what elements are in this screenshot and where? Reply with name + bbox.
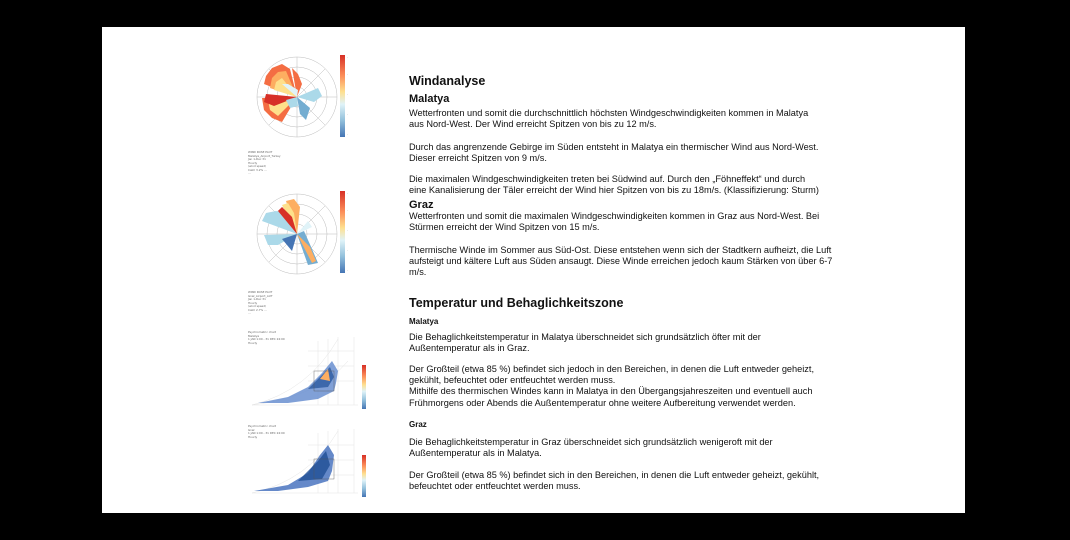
heading-temp-graz: Graz [409,420,427,429]
wind-malatya-paragraph-1: Wetterfronten und somit die durchschnittlich höchsten Windgeschwindigkeiten kommen in Malatya aus Nord-West. Der Wind erreicht Spitzen von bis zu 12 m/s. [409,108,809,130]
heading-wind-graz: Graz [409,199,434,211]
psychro-caption-graz: Psychrometric chart Graz 1 JAN 1:00 - 31 DEC 24:00 Hourly [248,424,285,439]
svg-text:-: - [347,229,348,232]
wind-petals-graz [262,199,318,265]
wind-graz-paragraph-1: Wetterfronten und somit die maximalen Windgeschwindigkeiten kommen in Graz aus Nord-West. Bei Stürmen erreicht der Wind Spitzen von 15 m/s. [409,211,820,233]
psychro-scale-graz [360,455,370,497]
temp-malatya-paragraph-2: Der Großteil (etwa 85 %) befindet sich jedoch in den Bereichen, in denen die Luft entweder geheizt, gekühlt, befeuchtet oder entfeuchtet werden muss. Mithilfe des thermischen Windes kann in Malatya in den Übergangsjahreszeiten und eventuell auch Frühmorgens oder Abends die Außentemperatur ohne weitere Aufbereitung verwendet werden. [409,364,814,408]
svg-text:-: - [347,93,348,96]
wind-rose-graz [252,191,342,277]
svg-text:-: - [347,133,348,136]
wind-rose-malatya [252,54,342,140]
temp-graz-paragraph-1: Die Behaglichkeitstemperatur in Graz überschneidet sich grundsätzlich wenigeroft mit der Außentemperatur als in Malatya. [409,437,773,459]
wind-scale-graz [338,191,354,273]
wind-malatya-paragraph-2: Durch das angrenzende Gebirge im Süden entsteht in Malatya ein thermischer Wind aus Nord-West. Dieser erreicht Spitzen von 9 m/s. [409,142,819,164]
wind-graz-paragraph-2: Thermische Winde im Sommer aus Süd-Ost. Diese entstehen wenn sich der Stadtkern aufheizt, die Luft aufsteigt und kältere Luft aus Süden ansaugt. Diese Winde erreichen jedoch kaum Stärken von über 6-7 m/s. [409,245,833,278]
temp-graz-paragraph-2: Der Großteil (etwa 85 %) befindet sich in den Bereichen, in denen die Luft entweder geheizt, gekühlt, befeuchtet oder entfeuchtet werden muss. [409,470,820,492]
wind-malatya-paragraph-3: Die maximalen Windgeschwindigkeiten treten bei Südwind auf. Durch den „Föhneffekt“ und durch eine Kanalisierung der Täler erreicht der Wind hier Spitzen von bis zu 18m/s. (Klassifizierung: Sturm) [409,174,819,196]
wind-caption-malatya: WIND ROSE PLOT Malatya_Airport_Turkey Jan 1-Dec 31 Hourly (wind speed) Calm 3.2% ... ... [248,150,281,175]
svg-text:-: - [347,192,348,195]
svg-text:-: - [347,113,348,116]
heading-wind-malatya: Malatya [409,93,450,105]
section-title-temperatur: Temperatur und Behaglichkeitszone [409,296,624,310]
section-title-windanalyse: Windanalyse [409,74,486,88]
svg-text:-: - [347,56,348,59]
psychro-chart-graz [248,425,360,497]
svg-text:-: - [347,73,348,76]
wind-scale-malatya [338,55,354,137]
svg-text:-: - [347,209,348,212]
psychro-scale-malatya [360,365,370,409]
psychro-chart-malatya [248,331,360,409]
heading-temp-malatya: Malatya [409,317,439,326]
psychro-caption-malatya: Psychrometric chart Malatya 1 JAN 1:00 - 31 DEC 24:00 Hourly [248,330,285,345]
svg-text:-: - [347,269,348,272]
temp-malatya-paragraph-1: Die Behaglichkeitstemperatur in Malatya überschneidet sich grundsätzlich öfter mit der Außentemperatur als in Graz. [409,332,761,354]
svg-text:-: - [347,249,348,252]
wind-caption-graz: WIND ROSE PLOT Graz_Airport_AUT Jan 1-Dec 31 Hourly (wind speed) Calm 2.7% ... ... [248,290,273,315]
slide [102,27,965,513]
